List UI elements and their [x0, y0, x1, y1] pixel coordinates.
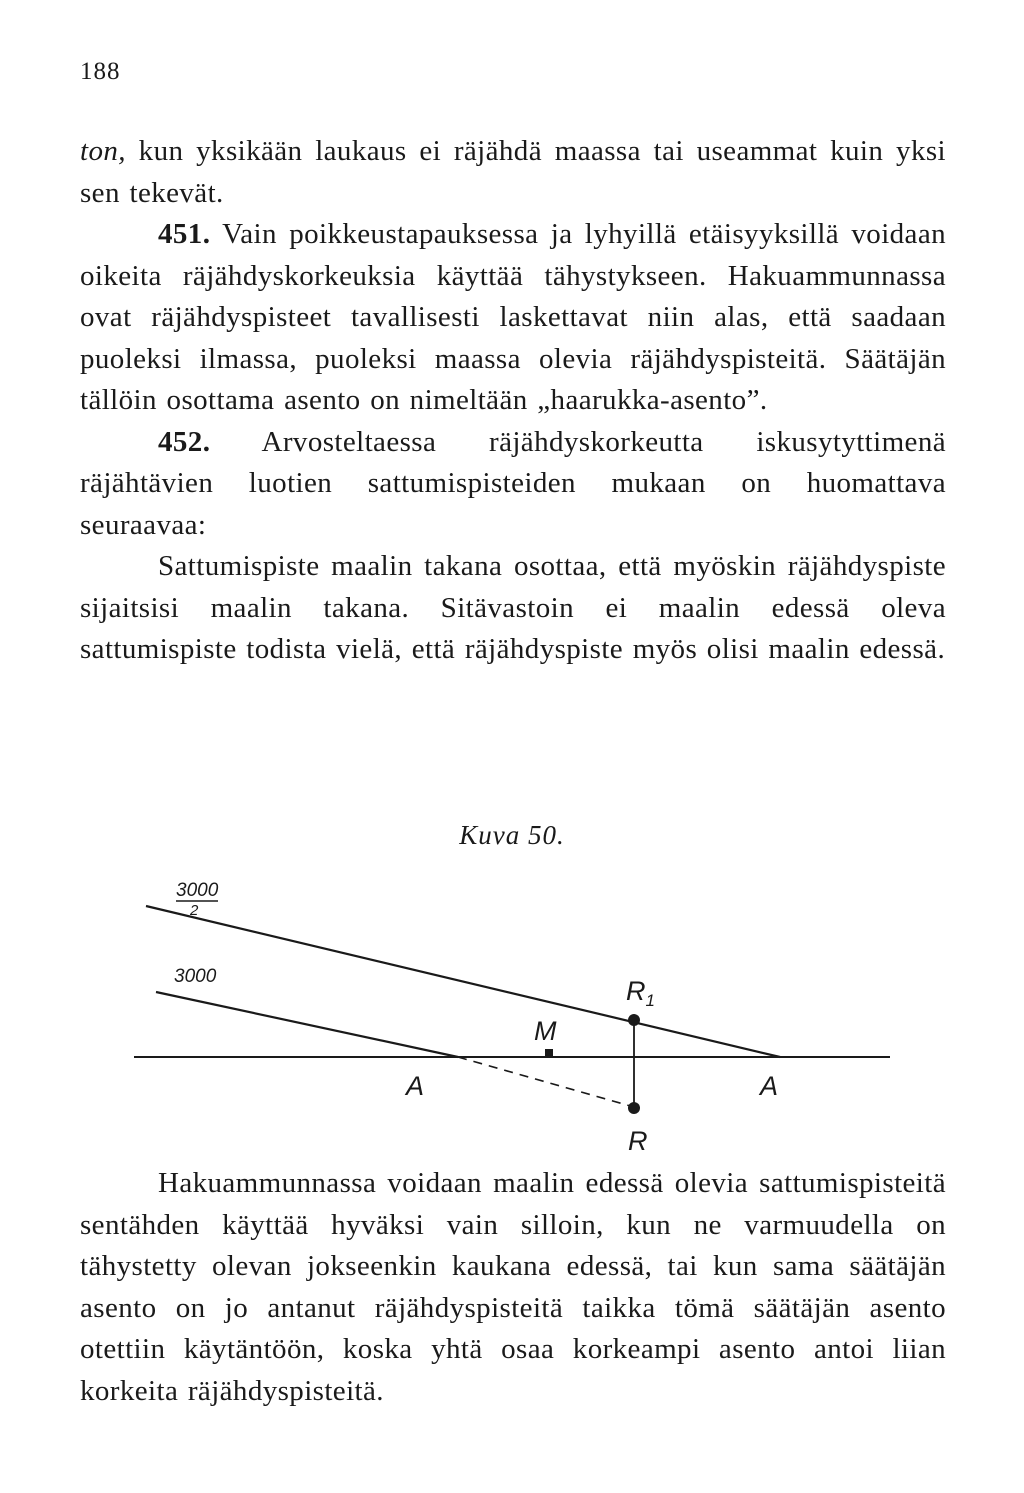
label-m: M [534, 1016, 557, 1046]
paragraph-continuation [80, 131, 946, 214]
label-lower-line: 3000 [174, 966, 217, 987]
paragraph-number-451: 451. [158, 218, 211, 250]
text-block-lower [80, 1163, 946, 1412]
target-marker [545, 1049, 553, 1057]
lower-trajectory-line [156, 992, 458, 1057]
paragraph-continuation-text: kun yksikään laukaus ei räjähdä maassa tai useammat kuin yksi sen tekevät. [80, 135, 946, 209]
upper-trajectory-line [146, 906, 780, 1057]
label-r1-main: R [626, 976, 646, 1006]
paragraph-impact-point: Sattumispiste maalin takana osottaa, että myöskin räjähdyspiste sijaitsisi maalin takana. Sitävastoin ei maalin edessä oleva sattumispiste todista vielä, että räjähdyspiste myös olisi maalin edessä. [80, 550, 946, 665]
label-a-left: A [406, 1071, 425, 1101]
point-r [628, 1102, 640, 1114]
label-r1-subscript: 1 [645, 991, 655, 1010]
label-upper-line-denominator: 2 [190, 902, 199, 919]
text-block-upper [80, 131, 946, 671]
page-number: 188 [80, 58, 121, 85]
paragraph-number-452: 452. [158, 425, 211, 458]
emphasized-word: ton, [80, 135, 126, 167]
paragraph-451-text: Vain poikkeustapauksessa ja lyhyillä etäisyyksillä voidaan oikeita räjähdyskorkeuksia käyttää tähystykseen. Hakuammunnassa ovat räjähdyspisteet tavallisesti laskettavat niin alas, että saadaan puoleksi ilmassa, puoleksi maassa olevia räjähdyspisteitä. Säätäjän tällöin osottama asento on nimeltään „haarukka-asento”. [80, 218, 946, 416]
point-r1 [628, 1014, 640, 1026]
label-r: R [628, 1126, 648, 1156]
paragraph-ranging-fire: Hakuammunnassa voidaan maalin edessä olevia sattumispisteitä sentähden käyttää hyväksi vain silloin, kun ne varmuudella on tähystetty olevan jokseenkin kaukana edessä, tai kun sama säätäjän asento on jo antanut räjähdyspisteitä taikka tömä säätäjän asento otettiin käytäntöön, koska yhtä osaa korkeampi asento antoi liian korkeita räjähdyspisteitä. [80, 1167, 946, 1407]
paragraph-452 [80, 422, 946, 547]
label-upper-line-numerator: 3000 [176, 880, 219, 901]
label-a-right: A [760, 1071, 779, 1101]
paragraph-451 [80, 214, 946, 422]
paragraph-452-text: Arvosteltaessa räjähdyskorkeutta iskusytyttimenä räjähtävien luotien sattumispisteiden mukaan on huomattava seuraavaa: [80, 425, 946, 541]
trajectory-diagram [120, 858, 910, 1158]
figure-caption: Kuva 50. [459, 820, 565, 850]
label-r1 [626, 976, 655, 1010]
dashed-extension-line [458, 1057, 634, 1107]
